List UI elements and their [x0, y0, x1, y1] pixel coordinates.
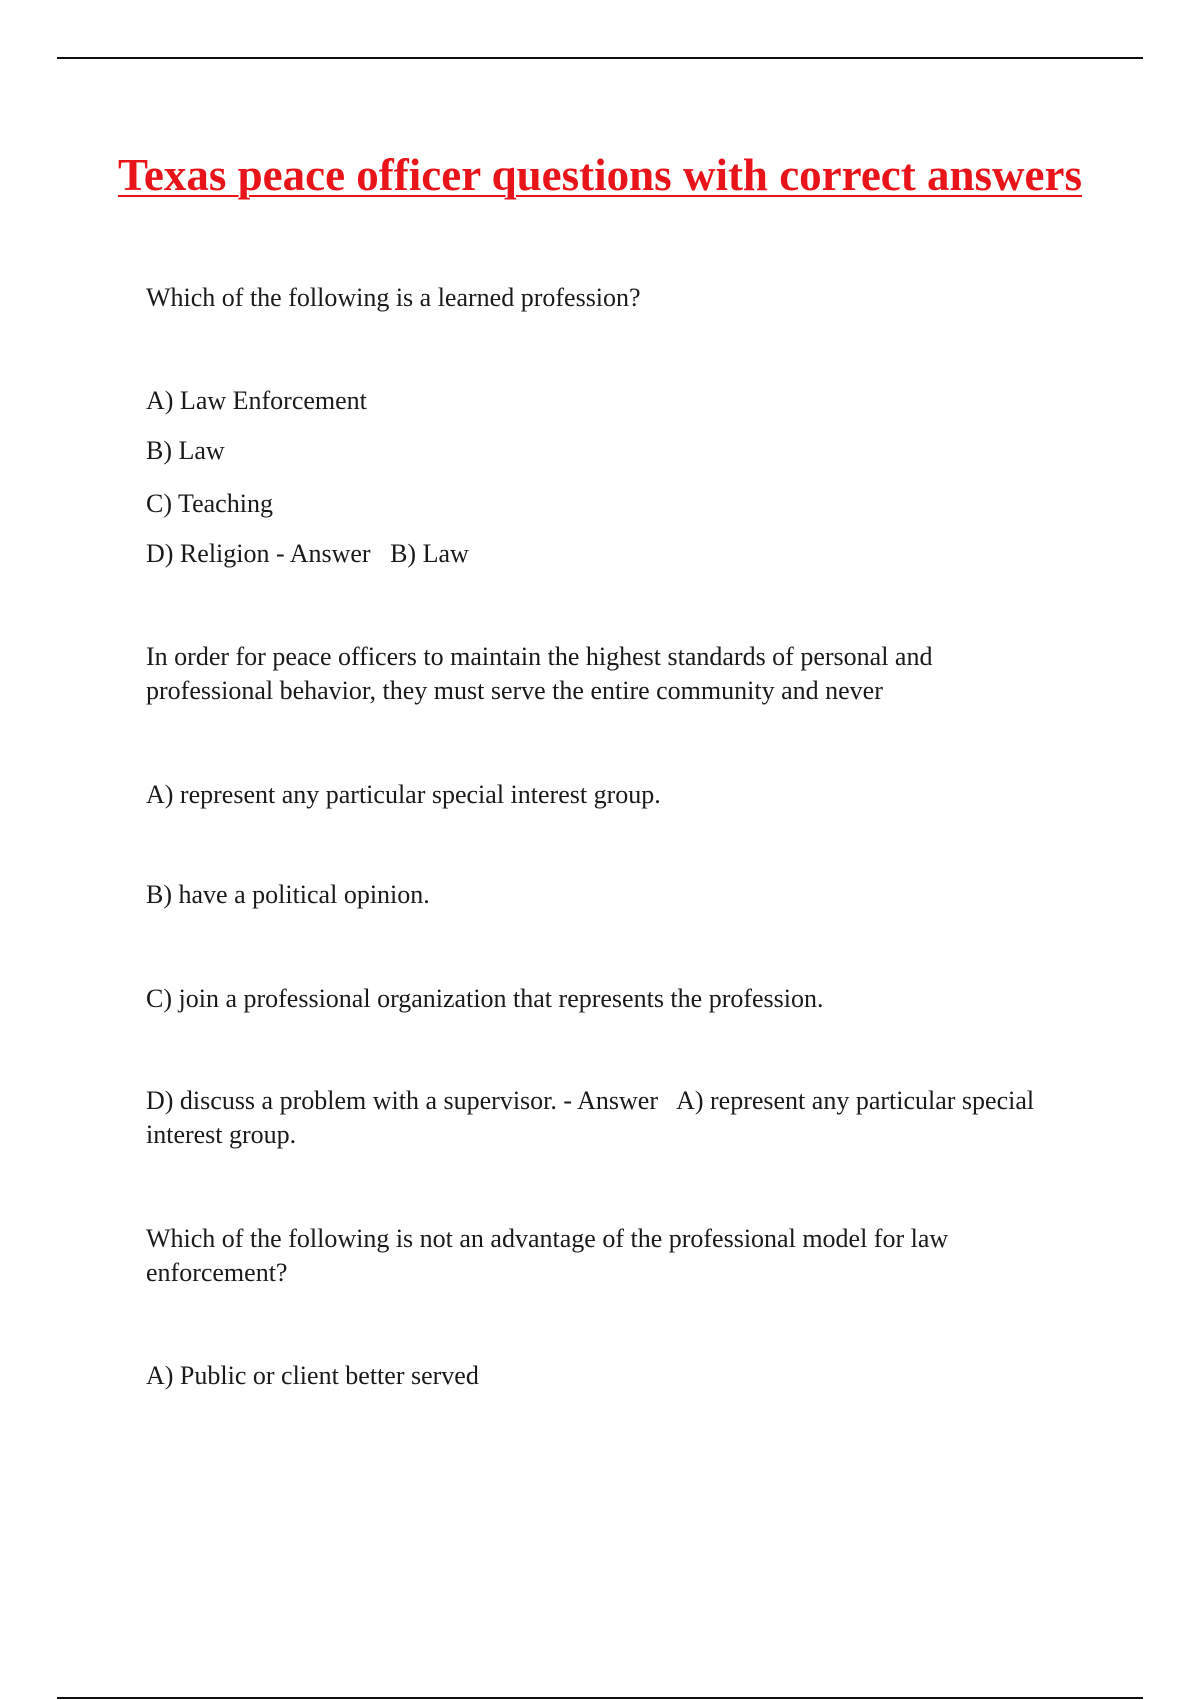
- question-1-answer: B) Law: [390, 539, 469, 568]
- question-1-option-b: B) Law: [146, 436, 225, 465]
- question-1-option-d: D) Religion: [146, 539, 270, 568]
- question-2-option-d: D) discuss a problem with a supervisor.: [146, 1086, 557, 1115]
- question-1-option-d-with-answer: [146, 537, 469, 571]
- question-1-text: Which of the following is a learned profession?: [146, 283, 641, 312]
- question-2-answer: A) represent any particular special interest group.: [146, 1086, 1035, 1149]
- question-1-option-c: C) Teaching: [146, 489, 273, 518]
- document-title: Texas peace officer questions with correct answers: [117, 150, 1082, 200]
- question-2-option-d-with-answer: [146, 1084, 1046, 1152]
- bottom-rule: [57, 1697, 1143, 1699]
- top-rule: [57, 57, 1143, 59]
- question-1-option-a: A) Law Enforcement: [146, 386, 367, 415]
- question-2-option-a: A) represent any particular special interest group.: [146, 780, 661, 809]
- question-2-option-b: B) have a political opinion.: [146, 880, 430, 909]
- question-2-option-c: C) join a professional organization that represents the profession.: [146, 984, 824, 1013]
- question-2-answer-label: - Answer: [563, 1086, 658, 1115]
- question-3-text: Which of the following is not an advantage of the professional model for law enforcement?: [146, 1224, 949, 1287]
- question-2-text: In order for peace officers to maintain the highest standards of personal and professional behavior, they must serve the entire community and never: [146, 642, 933, 705]
- question-1-answer-label: - Answer: [276, 539, 371, 568]
- question-3-option-a: A) Public or client better served: [146, 1361, 479, 1390]
